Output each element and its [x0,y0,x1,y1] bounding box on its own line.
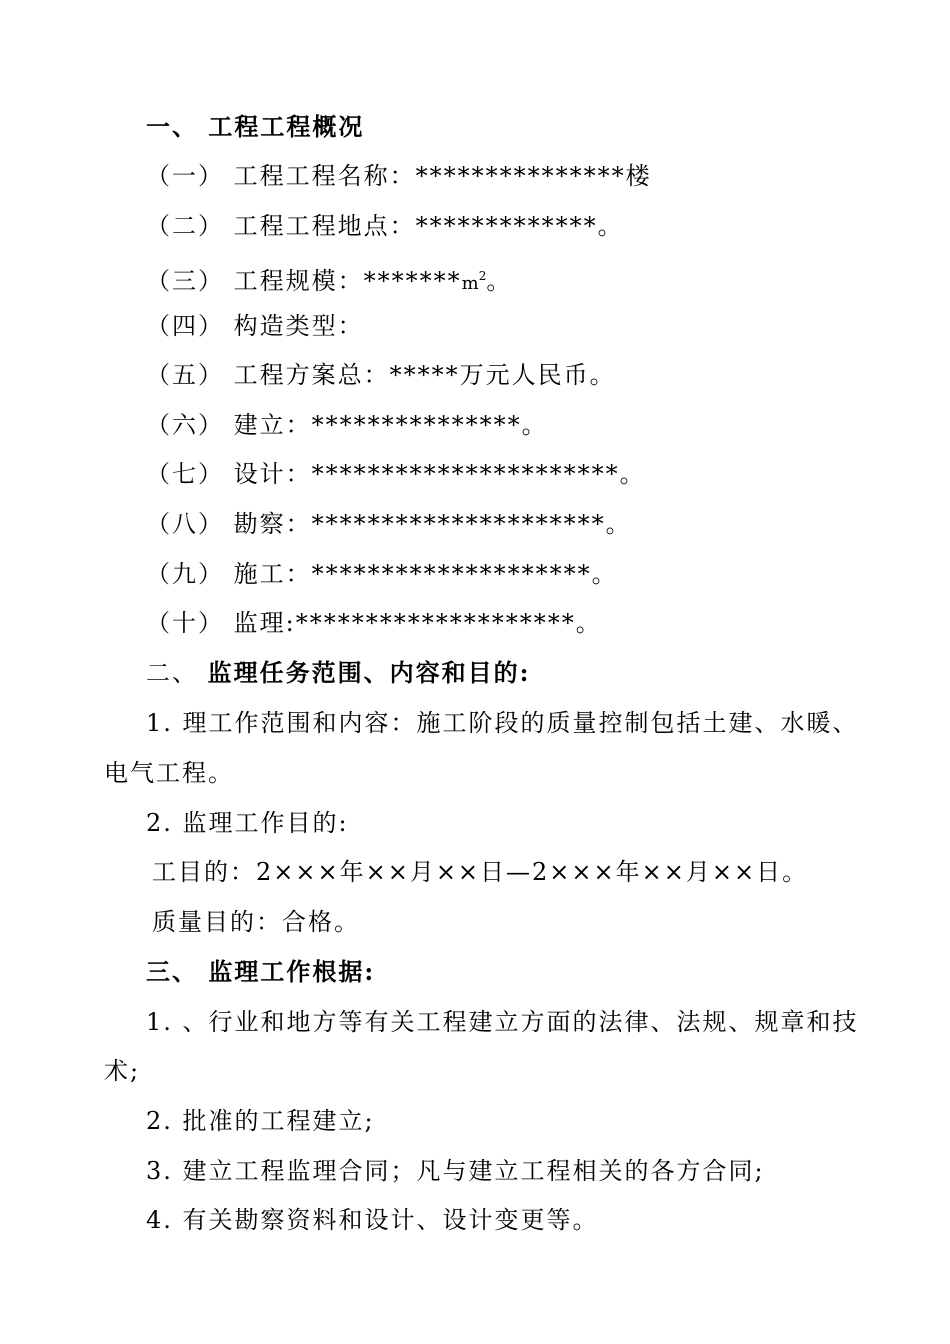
area-unit-superscript: 2 [478,269,487,283]
scope-paragraph-line-1: 1. 理工作范围和内容：施工阶段的质量控制包括土建、水暖、 [146,709,859,737]
design-line: （七） 设计：**********************。 [146,460,646,488]
project-name-line: （一） 工程工程名称：***************楼 [146,162,652,190]
quality-objective: 质量目的：合格。 [152,908,360,936]
investment-line: （五） 工程方案总：*****万元人民币。 [146,361,616,389]
objectives-heading: 2. 监理工作目的: [146,809,349,837]
basis-item-3: 3. 建立工程监理合同；凡与建立工程相关的各方合同; [146,1157,765,1185]
schedule-objective: 工目的：2×××年××月××日—2×××年××月××日。 [152,858,809,886]
section-3-heading: 三、 监理工作根据: [146,957,376,986]
section-2-title: 监理任务范围、内容和目的: [207,658,531,687]
construction-line: （九） 施工：********************。 [146,560,618,588]
project-location-line: （二） 工程工程地点：*************。 [146,212,624,240]
structure-type-line: （四） 构造类型： [146,312,364,340]
project-scale-text: （三） 工程规模：******* [146,267,462,295]
section-2-heading [146,658,531,688]
basis-item-2: 2. 批准的工程建立; [146,1107,375,1135]
owner-line: （六） 建立：***************。 [146,411,548,439]
supervision-line: （十） 监理:********************。 [146,609,602,637]
section-1-heading: 一、 工程工程概况 [146,112,365,141]
section-2-number: 二、 [146,659,208,687]
basis-item-1-line-1: 1. 、行业和地方等有关工程建立方面的法律、法规、规章和技 [146,1008,859,1036]
project-scale-line [146,261,512,299]
scope-paragraph-line-2: 电气工程。 [104,759,234,787]
area-unit: m [461,273,479,294]
basis-item-1-line-2: 术; [104,1057,141,1085]
project-scale-end: 。 [486,267,513,295]
survey-line: （八） 勘察：*********************。 [146,510,632,538]
basis-item-4: 4. 有关勘察资料和设计、设计变更等。 [146,1206,599,1234]
